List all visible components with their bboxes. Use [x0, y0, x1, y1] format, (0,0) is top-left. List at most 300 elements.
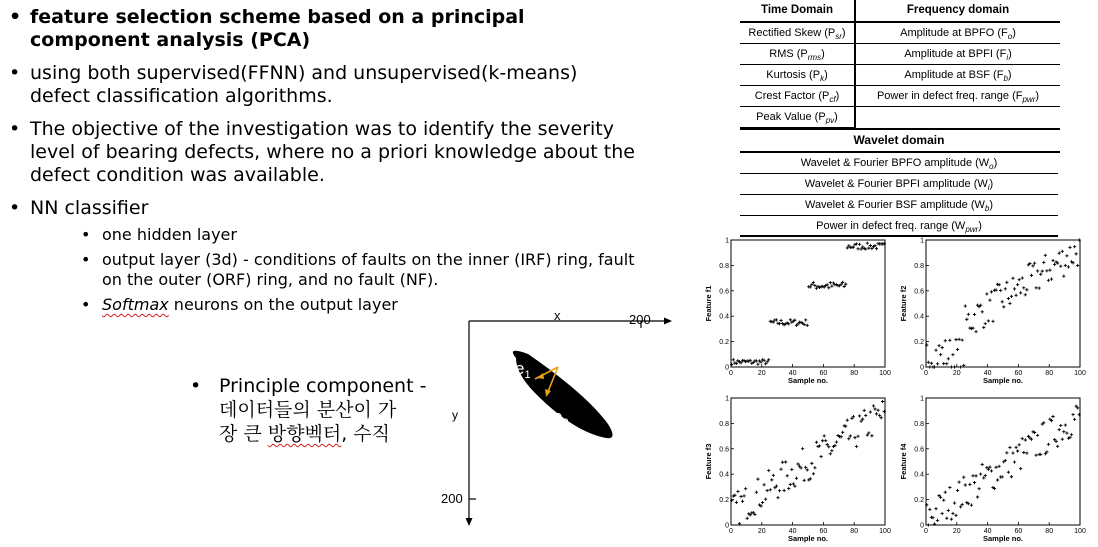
data-point: [1039, 273, 1042, 276]
wavelet-domain-header: Wavelet domain: [853, 133, 945, 147]
data-point: [1047, 443, 1050, 446]
freq-feature-cell: Amplitude at BSF $(F_b)$: [854, 65, 1060, 86]
x-tick-label: 100: [1074, 528, 1086, 535]
wavelet-feature-cell: Power in defect freq. range $(W_{pwr})$: [740, 216, 1058, 237]
data-point: [941, 512, 944, 515]
data-point: [1013, 287, 1016, 290]
y-tick-label: 0.2: [914, 497, 924, 505]
x-tick-label: 40: [983, 528, 992, 535]
wavelet-row: [740, 174, 1060, 195]
data-point: [1001, 300, 1004, 303]
x-tick-label: 0: [729, 528, 733, 535]
data-point: [804, 318, 807, 321]
data-point: [1014, 294, 1017, 297]
data-point: [1016, 449, 1019, 452]
data-point: [819, 455, 822, 458]
data-point: [990, 469, 993, 472]
data-point: [849, 434, 852, 437]
y-tick-label: 0.8: [914, 420, 924, 428]
data-point: [1011, 451, 1014, 454]
x-tick-label: 0: [924, 528, 928, 535]
freq-feature-cell: Amplitude at BPFI $(F_i)$: [854, 44, 1060, 65]
data-point: [965, 318, 968, 321]
data-point: [1058, 252, 1061, 255]
data-point: [779, 468, 782, 471]
data-point: [1025, 452, 1028, 455]
x-tick-label: 40: [788, 370, 797, 377]
data-point: [763, 483, 766, 486]
x-tick-label: 60: [1014, 528, 1023, 535]
data-point: [1021, 437, 1024, 440]
data-point: [830, 449, 833, 452]
data-point: [764, 498, 767, 501]
wavelet-feature-cell: Wavelet & Fourier BPFO amplitude $(W_o)$: [740, 153, 1058, 174]
data-point: [947, 357, 950, 360]
data-point: [930, 362, 933, 365]
data-point: [967, 313, 970, 316]
data-point: [739, 495, 742, 498]
data-point: [1050, 277, 1053, 280]
data-point: [870, 434, 873, 437]
empty-cell: [854, 107, 1060, 128]
y-tick-label: 200: [441, 491, 463, 506]
data-point: [948, 486, 951, 489]
data-point: [1021, 276, 1024, 279]
data-point: [934, 507, 937, 510]
bullet-objective: • The objective of the investigation was to identify the severity level of bearing defects, where no a priori knowledge about the defect condition was available.: [0, 118, 640, 187]
data-point: [959, 365, 962, 368]
time-feature-cell: Kurtosis $(P_k)$: [740, 65, 854, 86]
data-point: [767, 469, 770, 472]
scatter-panel: [704, 396, 891, 544]
data-point: [954, 338, 957, 341]
data-point: [951, 353, 954, 356]
feature-table: [740, 0, 1060, 237]
pc-line3-a: 장 큰: [219, 423, 268, 445]
e1-label: $e_1$: [515, 359, 531, 381]
data-point: [827, 286, 830, 289]
x-axis-label: Sample no.: [787, 376, 829, 385]
data-point: [803, 479, 806, 482]
data-point: [951, 512, 954, 515]
data-point: [953, 365, 956, 368]
data-point: [772, 474, 775, 477]
x-axis-arrowhead: [664, 318, 672, 325]
data-point: [994, 466, 997, 469]
data-point: [1025, 288, 1028, 291]
bullet-algorithms: • using both supervised(FFNN) and unsupervised(k-means) defect classification algorithms.: [0, 62, 640, 108]
x-axis-label: Sample no.: [982, 534, 1024, 543]
pc-line3-c: , 수직: [341, 423, 391, 445]
time-feature-cell: RMS $(P_{rms})$: [740, 44, 854, 65]
data-point: [741, 500, 744, 503]
freq-feature-cell: Amplitude at BPFO $(F_o)$: [854, 23, 1060, 44]
data-point: [1022, 451, 1025, 454]
y-tick-label: 0.4: [719, 313, 729, 321]
x-tick-label: 60: [1014, 370, 1023, 377]
sub-bullet-hidden-layer: • one hidden layer: [30, 225, 640, 245]
data-point: [1002, 305, 1005, 308]
y-tick-label: 0.8: [719, 262, 729, 270]
y-tick-label: 0: [725, 364, 729, 372]
x-tick-label: 20: [952, 370, 961, 377]
bullet-list: [0, 6, 640, 325]
data-point: [829, 452, 832, 455]
feature-scatter-plots: [700, 232, 1098, 547]
data-point: [950, 518, 953, 521]
data-point: [978, 487, 981, 490]
x-tick-label: 0: [924, 370, 928, 377]
data-point: [981, 463, 984, 466]
header-frequency-domain: Frequency domain: [854, 0, 1060, 21]
data-point: [942, 362, 945, 365]
data-point: [795, 477, 798, 480]
data-point: [1036, 434, 1039, 437]
y-axis-label: Feature f3: [704, 443, 713, 480]
data-point: [769, 488, 772, 491]
data-point: [779, 319, 782, 322]
data-point: [813, 466, 816, 469]
data-point: [778, 489, 781, 492]
data-point: [1014, 446, 1017, 449]
pca-diagram: [436, 306, 672, 532]
data-point: [835, 440, 838, 443]
data-point: [858, 243, 861, 246]
scatter-panel: [899, 238, 1086, 386]
data-point: [1065, 431, 1068, 434]
data-point: [881, 400, 884, 403]
y-axis-label: Feature f1: [704, 285, 713, 322]
x-tick-label: 80: [850, 370, 859, 377]
data-point: [1073, 418, 1076, 421]
data-point: [787, 487, 790, 490]
pc-line3: [219, 422, 444, 446]
data-point: [1062, 275, 1065, 278]
data-point: [958, 481, 961, 484]
x-tick-label: 80: [1045, 370, 1054, 377]
bullet-nn-classifier: [0, 197, 640, 315]
time-feature-cell: Rectified Skew $(P_{sr})$: [740, 23, 854, 44]
y-axis-arrowhead: [466, 518, 473, 526]
data-point: [944, 339, 947, 342]
data-point: [1018, 278, 1021, 281]
y-tick-label: 1: [920, 237, 924, 245]
data-point: [732, 358, 735, 361]
data-point: [790, 468, 793, 471]
data-point: [761, 501, 764, 504]
data-point: [1004, 287, 1007, 290]
y-axis-label: Feature f4: [899, 443, 908, 480]
data-point: [956, 489, 959, 492]
data-point: [973, 313, 976, 316]
x-tick-label: 0: [729, 370, 733, 377]
x-tick-label: 200: [629, 312, 651, 327]
x-tick-label: 20: [757, 370, 766, 377]
e2-label: $e_2$: [553, 407, 569, 429]
data-point: [1059, 424, 1062, 427]
data-point: [1051, 259, 1054, 262]
data-point: [974, 330, 977, 333]
data-point: [812, 472, 815, 475]
data-point: [948, 339, 951, 342]
data-point: [1016, 283, 1019, 286]
data-point: [1010, 475, 1013, 478]
y-axis-label: y: [452, 408, 458, 422]
data-point: [954, 514, 957, 517]
data-point: [985, 292, 988, 295]
y-tick-label: 0.4: [914, 313, 924, 321]
data-point: [987, 319, 990, 322]
data-point: [1068, 246, 1071, 249]
data-point: [770, 478, 773, 481]
data-point: [1008, 302, 1011, 305]
data-point: [927, 361, 930, 364]
scatter-panel: [899, 396, 1086, 544]
y-tick-label: 0.2: [719, 497, 729, 505]
data-point: [784, 460, 787, 463]
data-point: [756, 363, 759, 366]
data-point: [736, 490, 739, 493]
y-tick-label: 0: [920, 364, 924, 372]
data-point: [939, 353, 942, 356]
data-point: [781, 461, 784, 464]
data-point: [927, 523, 930, 526]
y-tick-label: 0: [725, 522, 729, 530]
data-point: [1062, 430, 1065, 433]
scatter-panel: [704, 238, 891, 386]
data-point: [815, 441, 818, 444]
data-point: [875, 412, 878, 415]
y-tick-label: 1: [920, 395, 924, 403]
data-point: [1070, 433, 1073, 436]
data-point: [856, 247, 859, 250]
y-tick-label: 0.2: [719, 339, 729, 347]
y-tick-label: 0.8: [719, 420, 729, 428]
plot-frame: [731, 398, 885, 525]
data-point: [830, 284, 833, 287]
data-point: [947, 509, 950, 512]
y-tick-label: 0.6: [719, 446, 729, 454]
x-tick-label: 80: [850, 528, 859, 535]
data-point: [1005, 281, 1008, 284]
header-time-domain: Time Domain: [761, 4, 833, 16]
x-axis-label: x: [554, 308, 561, 323]
table-row: [740, 107, 1060, 128]
data-point: [1048, 269, 1051, 272]
data-point: [801, 447, 804, 450]
y-tick-label: 0.6: [914, 288, 924, 296]
x-tick-label: 60: [819, 370, 828, 377]
wavelet-rows: [740, 153, 1060, 237]
data-point: [1067, 265, 1070, 268]
data-point: [869, 410, 872, 413]
wavelet-feature-cell: Wavelet & Fourier BPFI amplitude $(W_i)$: [740, 174, 1058, 195]
principle-component-text: [219, 374, 444, 446]
data-point: [934, 349, 937, 352]
data-point: [823, 434, 826, 437]
y-tick-label: 0.6: [914, 446, 924, 454]
bullet-pca-scheme: • feature selection scheme based on a principal component analysis (PCA): [0, 6, 640, 52]
data-point: [1007, 297, 1010, 300]
data-point: [1064, 423, 1067, 426]
data-point: [1035, 286, 1038, 289]
softmax-word: Softmax: [102, 295, 169, 314]
data-point: [821, 439, 824, 442]
data-point: [847, 437, 850, 440]
data-point: [974, 474, 977, 477]
data-point: [1059, 265, 1062, 268]
data-point: [1008, 446, 1011, 449]
data-point: [1047, 279, 1050, 282]
data-point: [806, 324, 809, 327]
x-tick-label: 40: [983, 370, 992, 377]
data-point: [1061, 250, 1064, 253]
y-tick-label: 0.4: [914, 471, 924, 479]
x-tick-label: 80: [1045, 528, 1054, 535]
data-point: [755, 491, 758, 494]
x-axis-label: Sample no.: [787, 534, 829, 543]
data-point: [1076, 264, 1079, 267]
x-tick-label: 20: [757, 528, 766, 535]
data-point: [858, 414, 861, 417]
data-point: [998, 465, 1001, 468]
data-point: [1019, 291, 1022, 294]
plot-frame: [926, 240, 1080, 367]
data-point: [979, 472, 982, 475]
nn-classifier-label: NN classifier: [30, 197, 149, 219]
data-point: [1075, 252, 1078, 255]
wavelet-row: [740, 153, 1060, 174]
table-row: [740, 65, 1060, 86]
data-point: [786, 474, 789, 477]
data-point: [964, 483, 967, 486]
data-point: [1064, 264, 1067, 267]
data-point: [968, 483, 971, 486]
softmax-rest: neurons on the output layer: [168, 295, 398, 314]
data-point: [1045, 269, 1048, 272]
y-tick-label: 0.2: [914, 339, 924, 347]
x-tick-label: 100: [1074, 370, 1086, 377]
x-tick-label: 40: [788, 528, 797, 535]
y-tick-label: 1: [725, 237, 729, 245]
y-tick-label: 0.4: [719, 471, 729, 479]
data-point: [1041, 270, 1044, 273]
data-point: [1035, 454, 1038, 457]
table-row: [740, 44, 1060, 65]
data-point: [1019, 467, 1022, 470]
data-point: [988, 299, 991, 302]
data-point: [981, 310, 984, 313]
data-point: [744, 487, 747, 490]
data-point: [950, 365, 953, 368]
data-point: [872, 404, 875, 407]
data-point: [875, 247, 878, 250]
data-point: [1036, 269, 1039, 272]
data-point: [936, 362, 939, 365]
data-point: [1058, 428, 1061, 431]
pc-line3-b: 방향벡터: [267, 423, 342, 445]
data-point: [855, 445, 858, 448]
data-point: [829, 281, 832, 284]
data-point: [1073, 245, 1076, 248]
data-point: [1071, 413, 1074, 416]
data-point: [945, 362, 948, 365]
data-point: [936, 519, 939, 522]
x-axis-label: Sample no.: [982, 376, 1024, 385]
data-point: [742, 494, 745, 497]
data-point: [944, 491, 947, 494]
data-point: [810, 462, 813, 465]
wavelet-feature-cell: Wavelet & Fourier BSF amplitude $(W_b)$: [740, 195, 1058, 216]
data-point: [1013, 460, 1016, 463]
data-point: [990, 290, 993, 293]
y-tick-label: 0.8: [914, 262, 924, 270]
table-header-row: [740, 0, 1060, 23]
data-point: [964, 304, 967, 307]
wavelet-header-row: [740, 128, 1060, 153]
data-point: [942, 499, 945, 502]
data-point: [1061, 438, 1064, 441]
y-axis-label: Feature f2: [899, 285, 908, 322]
x-tick-label: 100: [879, 370, 891, 377]
data-point: [1065, 254, 1068, 257]
data-point: [846, 419, 849, 422]
data-point: [841, 431, 844, 434]
data-point: [973, 481, 976, 484]
data-point: [956, 348, 959, 351]
data-point: [962, 476, 965, 479]
data-point: [746, 517, 749, 520]
time-freq-rows: [740, 23, 1060, 128]
data-point: [958, 338, 961, 341]
sub-bullet-output-layer: • output layer (3d) - conditions of faults on the inner (IRF) ring, fault on the outer (ORF) ring, and no fault (NF).: [30, 250, 640, 290]
data-point: [1024, 438, 1027, 441]
time-feature-cell: Crest Factor $(P_{cf})$: [740, 86, 854, 107]
data-point: [996, 478, 999, 481]
time-feature-cell: Peak Value $(P_{pv})$: [740, 107, 854, 128]
x-tick-label: 20: [952, 528, 961, 535]
data-point: [928, 365, 931, 368]
data-point: [1051, 415, 1054, 418]
data-point: [766, 489, 769, 492]
data-point: [941, 346, 944, 349]
data-point: [945, 517, 948, 520]
wavelet-row: [740, 195, 1060, 216]
data-point: [937, 344, 940, 347]
data-point: [984, 322, 987, 325]
data-point: [953, 501, 956, 504]
data-point: [971, 474, 974, 477]
data-point: [1024, 293, 1027, 296]
plot-frame: [731, 240, 885, 367]
data-point: [863, 409, 866, 412]
data-point: [1044, 254, 1047, 257]
data-point: [928, 508, 931, 511]
data-point: [756, 478, 759, 481]
data-point: [876, 409, 879, 412]
data-point: [1042, 261, 1045, 264]
data-point: [864, 414, 867, 417]
data-point: [1022, 286, 1025, 289]
data-point: [999, 289, 1002, 292]
x-tick-label: 100: [879, 528, 891, 535]
data-point: [1030, 274, 1033, 277]
data-point: [866, 242, 869, 245]
data-point: [1011, 277, 1014, 280]
data-point: [1010, 295, 1013, 298]
y-tick-label: 0: [920, 522, 924, 530]
data-point: [991, 320, 994, 323]
